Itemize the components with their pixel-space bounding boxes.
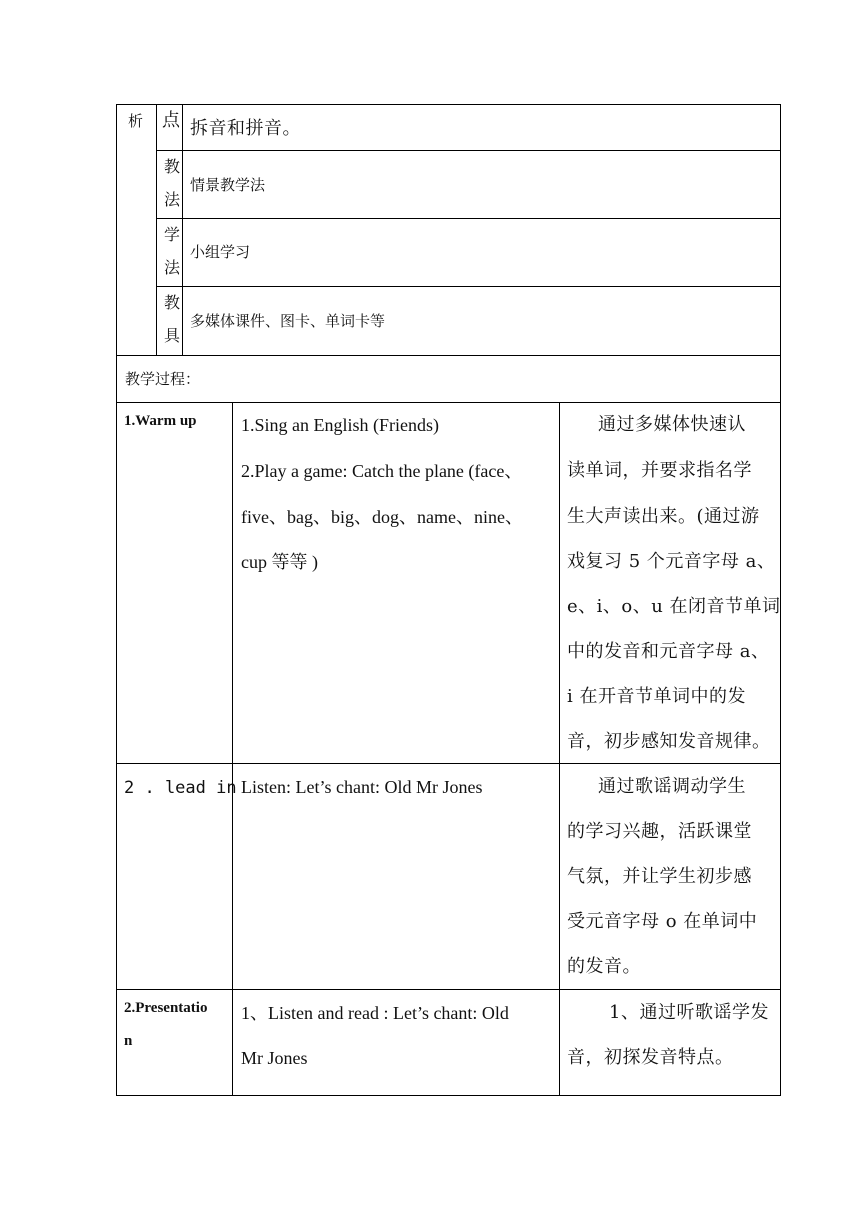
table-border-bottom <box>116 1095 781 1096</box>
teaching-tools-value: 多媒体课件、图卡、单词卡等 <box>190 312 386 330</box>
activity-line: Listen: Let’s chant: Old Mr Jones <box>241 777 483 797</box>
activity-line: 2.Play a game: Catch the plane (face、 <box>241 461 523 481</box>
row-divider <box>156 286 781 287</box>
learning-label-2: 法 <box>164 258 181 277</box>
learning-method-value: 小组学习 <box>190 243 251 261</box>
purpose-line: 生大声读出来。(通过游 <box>567 506 760 527</box>
method-label-1: 教 <box>164 157 181 176</box>
purpose-line: 中的发音和元音字母 a、 <box>567 641 770 662</box>
process-title: 教学过程： <box>125 370 201 388</box>
col-divider <box>156 104 157 355</box>
table-border-top <box>116 104 781 105</box>
purpose-line: 气氛，并让学生初步感 <box>567 866 752 887</box>
row-divider <box>116 355 781 356</box>
stage-warm-up: 1.Warm up <box>124 413 197 429</box>
col-divider <box>559 402 560 1096</box>
tools-label-1: 教 <box>164 293 181 312</box>
purpose-line: i 在开音节单词中的发 <box>567 686 746 707</box>
row-divider <box>116 402 781 403</box>
difficulty-text: 拆音和拼音。 <box>190 118 301 139</box>
table-border-left <box>116 104 117 1096</box>
activity-line: five、bag、big、dog、name、nine、 <box>241 507 523 527</box>
purpose-line: 的发音。 <box>567 956 641 977</box>
purpose-line: 读单词，并要求指名学 <box>567 460 752 481</box>
tools-label-2: 具 <box>164 326 181 345</box>
col-divider <box>232 402 233 1096</box>
stage-presentation: 2.Presentatio <box>124 1000 208 1016</box>
label-xi: 析 <box>128 112 144 130</box>
activity-line: Mr Jones <box>241 1048 308 1068</box>
activity-line: 1.Sing an English (Friends) <box>241 415 439 435</box>
purpose-line: 戏复习 5 个元音字母 a、 <box>567 551 776 572</box>
row-divider <box>116 763 781 764</box>
row-divider <box>116 989 781 990</box>
purpose-line: 音，初探发音特点。 <box>567 1047 734 1068</box>
purpose-line: 1、通过听歌谣学发 <box>609 1002 769 1023</box>
label-dian: 点 <box>162 110 181 131</box>
learning-label-1: 学 <box>164 225 181 244</box>
activity-line: 1、Listen and read : Let’s chant: Old <box>241 1003 509 1023</box>
purpose-line: e、i、o、u 在闭音节单词 <box>567 596 781 617</box>
purpose-line: 受元音字母 o 在单词中 <box>567 911 758 932</box>
purpose-line: 的学习兴趣，活跃课堂 <box>567 821 752 842</box>
purpose-line: 通过歌谣调动学生 <box>598 776 746 797</box>
stage-presentation-wrap: n <box>124 1033 133 1049</box>
col-divider <box>182 104 183 355</box>
method-label-2: 法 <box>164 190 181 209</box>
purpose-line: 通过多媒体快速认 <box>598 414 746 435</box>
stage-lead-in: 2 . lead in <box>124 778 237 798</box>
activity-line: cup 等等 ) <box>241 552 318 572</box>
purpose-line: 音，初步感知发音规律。 <box>567 731 771 752</box>
row-divider <box>156 218 781 219</box>
row-divider <box>156 150 781 151</box>
teaching-method-value: 情景教学法 <box>190 176 266 194</box>
